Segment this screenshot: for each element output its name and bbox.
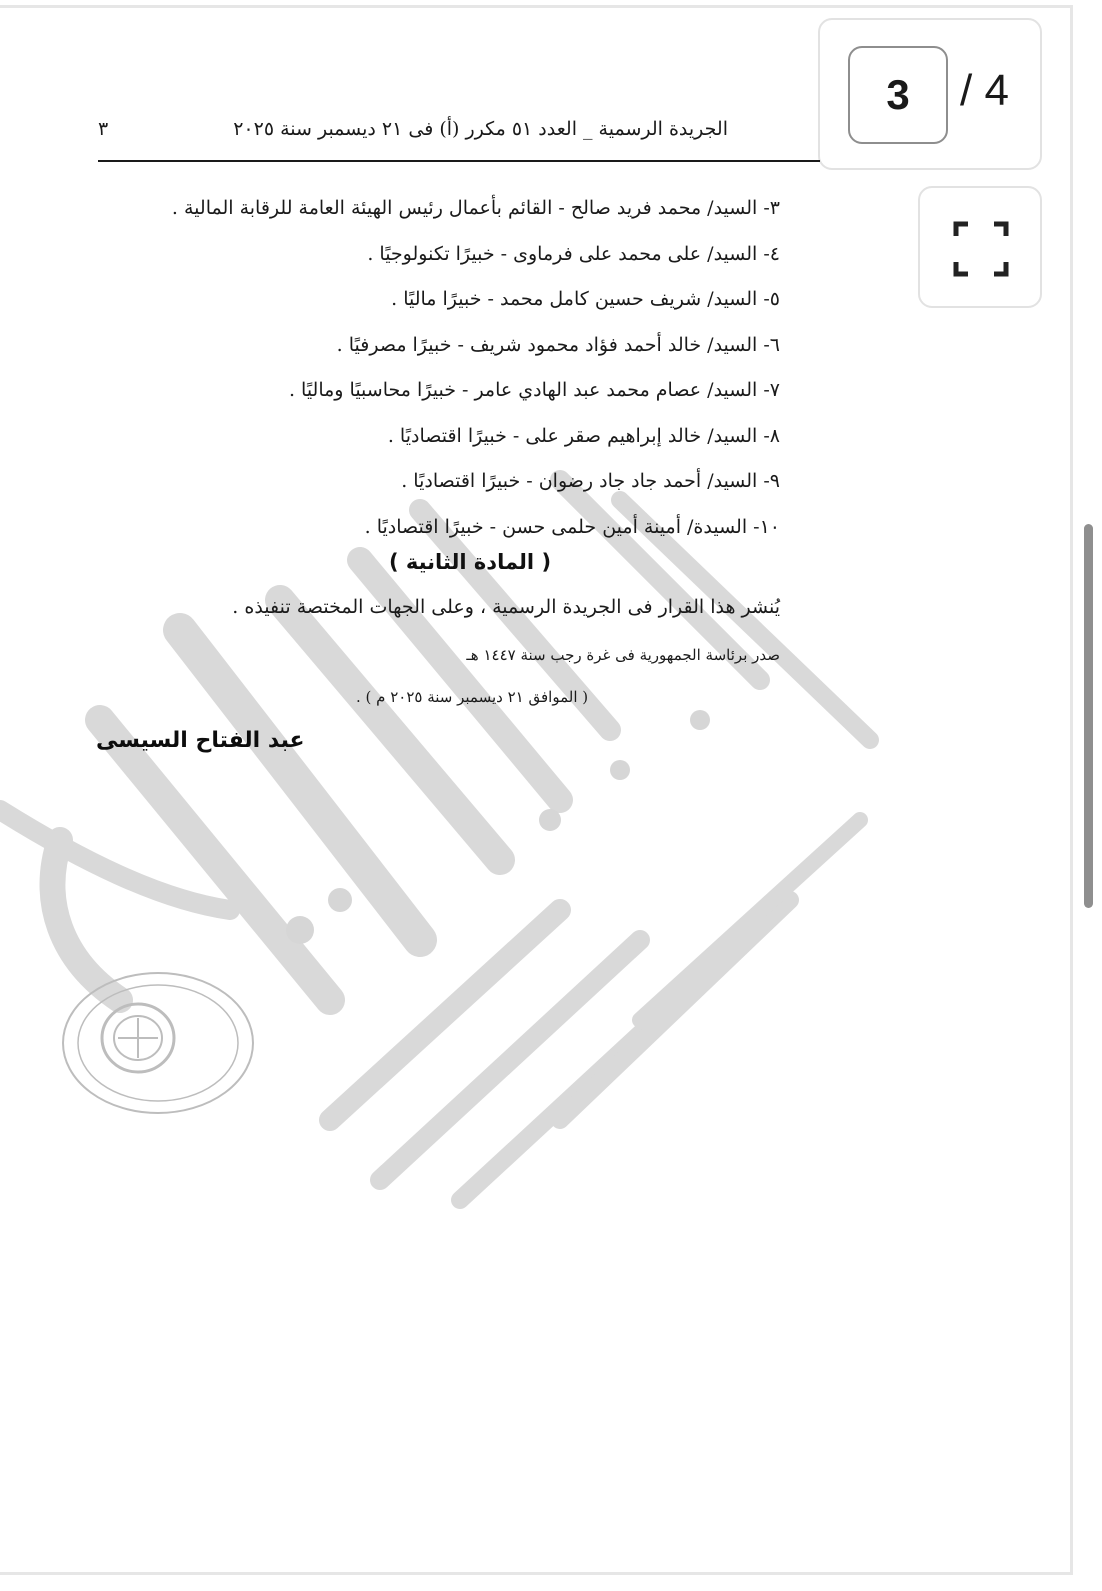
issued-statement: صدر برئاسة الجمهورية فى غرة رجب سنة ١٤٤٧ هـ: [466, 646, 780, 664]
list-item: ٤- السيد/ على محمد على فرماوى - خبيرًا تكنولوجيًا .: [367, 242, 780, 265]
list-item: ٥- السيد/ شريف حسين كامل محمد - خبيرًا ماليًا .: [391, 288, 780, 310]
gazette-page-number: ٣: [98, 118, 109, 140]
publish-statement: يُنشر هذا القرار فى الجريدة الرسمية ، وعلى الجهات المختصة تنفيذه .: [232, 596, 780, 618]
scrollbar-thumb[interactable]: [1084, 524, 1093, 908]
page-counter: [818, 18, 1042, 170]
gazette-header: [98, 112, 820, 162]
gazette-title: الجريدة الرسمية _ العدد ٥١ مكرر (أ) فى ٢١ ديسمبر سنة ٢٠٢٥: [233, 118, 728, 140]
list-item: ٦- السيد/ خالد أحمد فؤاد محمود شريف - خبيرًا مصرفيًا .: [336, 333, 780, 356]
total-pages: / 4: [960, 66, 1009, 115]
current-page-number: 3: [886, 71, 910, 118]
signature: عبد الفتاح السيسى: [96, 728, 305, 753]
list-item: ٧- السيد/ عصام محمد عبد الهادي عامر - خبيرًا محاسبيًا وماليًا .: [288, 379, 780, 401]
fullscreen-icon: [953, 221, 1009, 277]
list-item: ٨- السيد/ خالد إبراهيم صقر على - خبيرًا اقتصاديًا .: [387, 424, 780, 447]
list-item: ٣- السيد/ محمد فريد صالح - القائم بأعمال رئيس الهيئة العامة للرقابة المالية .: [171, 197, 780, 219]
date-statement: ( الموافق ٢١ ديسمبر سنة ٢٠٢٥ م ) .: [356, 688, 589, 706]
fullscreen-button[interactable]: [918, 186, 1042, 308]
list-item: ١٠- السيدة/ أمينة أمين حلمى حسن - خبيرًا اقتصاديًا .: [364, 515, 780, 538]
member-list: [60, 186, 780, 550]
list-item: ٩- السيد/ أحمد جاد جاد رضوان - خبيرًا اقتصاديًا .: [401, 470, 780, 492]
article-heading: ( المادة الثانية ): [388, 550, 552, 574]
current-page-input[interactable]: [848, 46, 948, 144]
